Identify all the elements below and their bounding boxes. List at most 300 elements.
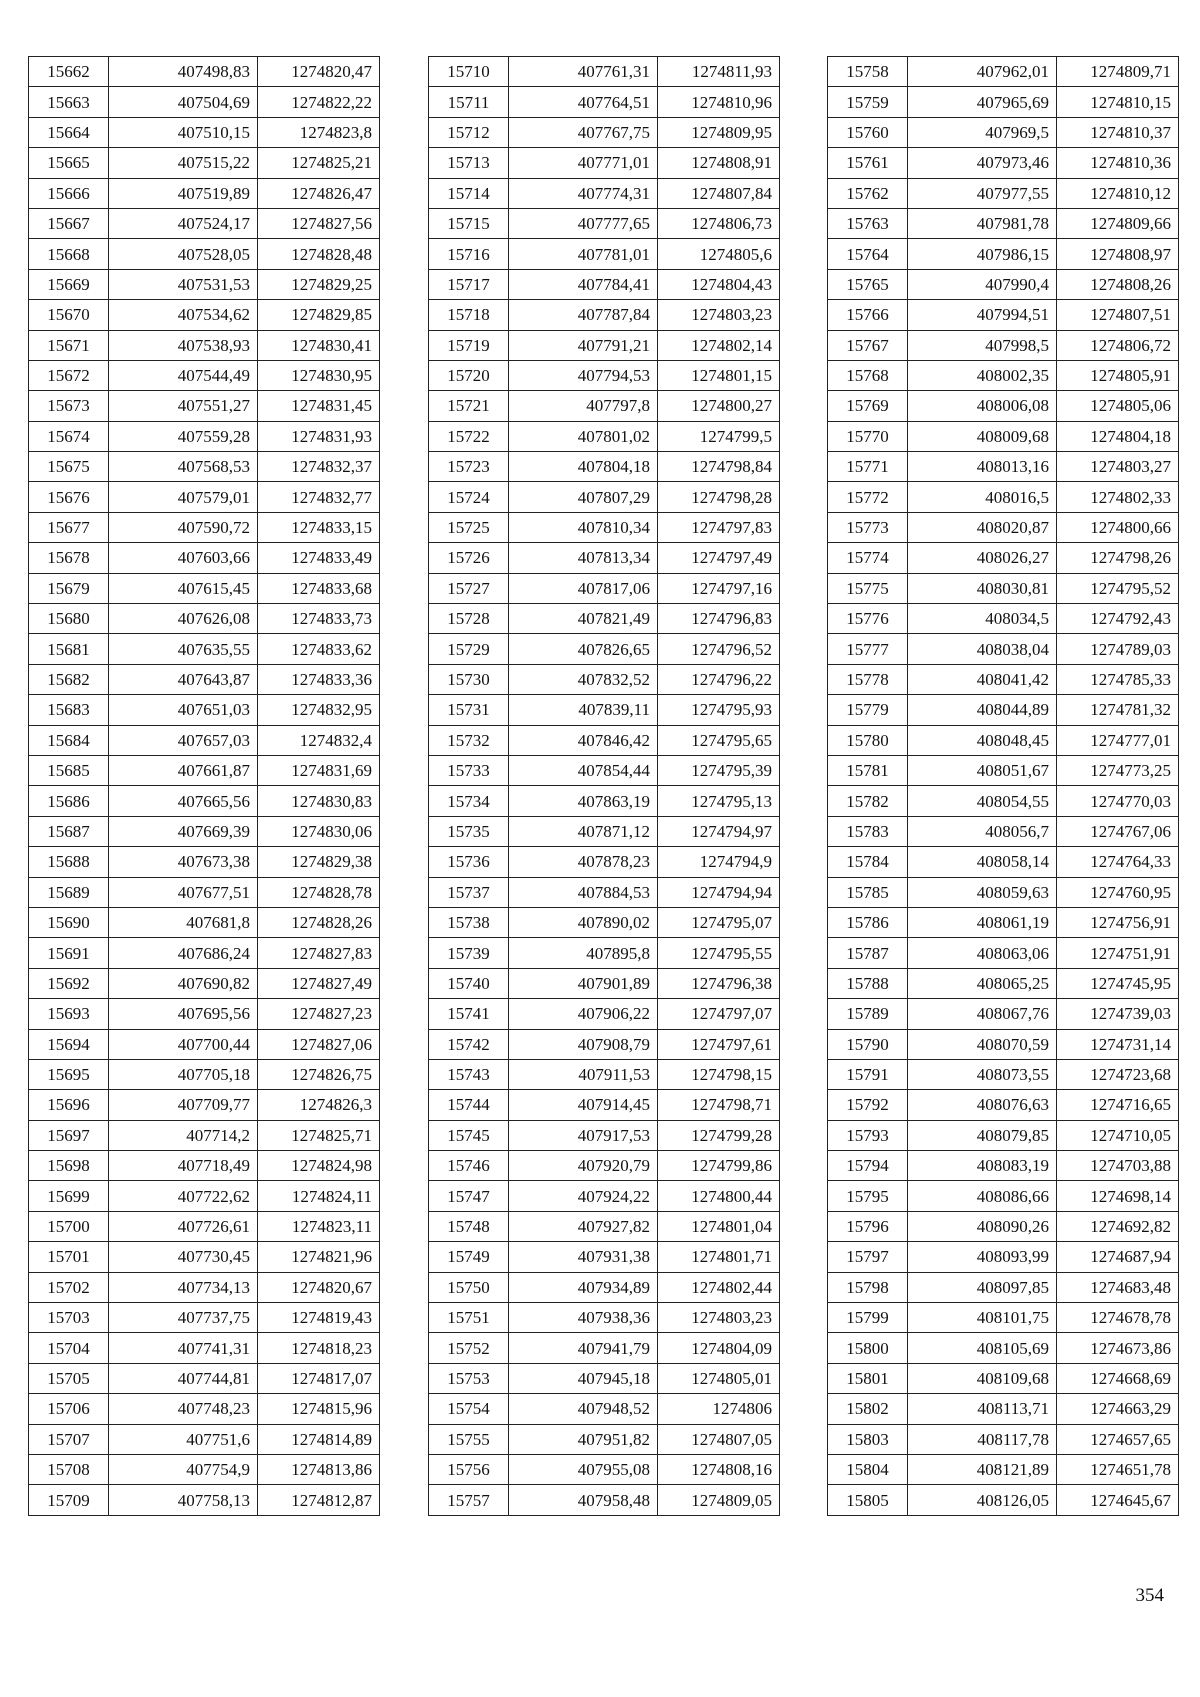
table-row [828, 543, 1179, 573]
point-number-cell: 15780 [828, 725, 908, 755]
y-coordinate-cell: 1274807,51 [1057, 300, 1179, 330]
y-coordinate-cell: 1274833,68 [258, 573, 380, 603]
coordinate-table-2 [428, 56, 780, 1516]
y-coordinate-cell: 1274798,71 [658, 1090, 780, 1120]
y-coordinate-cell: 1274798,15 [658, 1059, 780, 1089]
y-coordinate-cell: 1274800,27 [658, 391, 780, 421]
table-row [828, 877, 1179, 907]
point-number-cell: 15708 [29, 1454, 109, 1484]
table-row [828, 57, 1179, 87]
x-coordinate-cell: 407901,89 [509, 968, 658, 998]
table-row [29, 1090, 380, 1120]
y-coordinate-cell: 1274799,5 [658, 421, 780, 451]
x-coordinate-cell: 407737,75 [109, 1303, 258, 1333]
y-coordinate-cell: 1274770,03 [1057, 786, 1179, 816]
table-row [29, 391, 380, 421]
point-number-cell: 15681 [29, 634, 109, 664]
table-row [828, 148, 1179, 178]
table-row [828, 1454, 1179, 1484]
x-coordinate-cell: 407791,21 [509, 330, 658, 360]
point-number-cell: 15724 [429, 482, 509, 512]
x-coordinate-cell: 407986,15 [908, 239, 1057, 269]
x-coordinate-cell: 407726,61 [109, 1211, 258, 1241]
table-row [29, 452, 380, 482]
x-coordinate-cell: 407534,62 [109, 300, 258, 330]
y-coordinate-cell: 1274795,52 [1057, 573, 1179, 603]
table-row [828, 1485, 1179, 1515]
table-row [828, 1029, 1179, 1059]
point-number-cell: 15726 [429, 543, 509, 573]
page-number: 354 [1135, 1585, 1164, 1606]
y-coordinate-cell: 1274833,15 [258, 512, 380, 542]
y-coordinate-cell: 1274801,15 [658, 360, 780, 390]
x-coordinate-cell: 407764,51 [509, 87, 658, 117]
table-row [828, 604, 1179, 634]
table-row [29, 999, 380, 1029]
y-coordinate-cell: 1274809,71 [1057, 57, 1179, 87]
table-row [828, 968, 1179, 998]
y-coordinate-cell: 1274826,47 [258, 178, 380, 208]
x-coordinate-cell: 407854,44 [509, 755, 658, 785]
point-number-cell: 15662 [29, 57, 109, 87]
point-number-cell: 15789 [828, 999, 908, 1029]
table-row [429, 239, 780, 269]
y-coordinate-cell: 1274795,07 [658, 907, 780, 937]
table-row [429, 634, 780, 664]
point-number-cell: 15736 [429, 847, 509, 877]
y-coordinate-cell: 1274756,91 [1057, 907, 1179, 937]
y-coordinate-cell: 1274794,9 [658, 847, 780, 877]
x-coordinate-cell: 407615,45 [109, 573, 258, 603]
x-coordinate-cell: 408048,45 [908, 725, 1057, 755]
table-row [828, 239, 1179, 269]
x-coordinate-cell: 407955,08 [509, 1454, 658, 1484]
y-coordinate-cell: 1274802,14 [658, 330, 780, 360]
y-coordinate-cell: 1274687,94 [1057, 1242, 1179, 1272]
y-coordinate-cell: 1274716,65 [1057, 1090, 1179, 1120]
point-number-cell: 15772 [828, 482, 908, 512]
table-row [828, 999, 1179, 1029]
y-coordinate-cell: 1274829,85 [258, 300, 380, 330]
y-coordinate-cell: 1274831,93 [258, 421, 380, 451]
y-coordinate-cell: 1274792,43 [1057, 604, 1179, 634]
x-coordinate-cell: 408056,7 [908, 816, 1057, 846]
table-row [828, 421, 1179, 451]
point-number-cell: 15775 [828, 573, 908, 603]
point-number-cell: 15743 [429, 1059, 509, 1089]
y-coordinate-cell: 1274808,26 [1057, 269, 1179, 299]
y-coordinate-cell: 1274807,84 [658, 178, 780, 208]
x-coordinate-cell: 408006,08 [908, 391, 1057, 421]
table-row [429, 482, 780, 512]
table-row [29, 421, 380, 451]
table-row [29, 664, 380, 694]
x-coordinate-cell: 408065,25 [908, 968, 1057, 998]
x-coordinate-cell: 407994,51 [908, 300, 1057, 330]
point-number-cell: 15695 [29, 1059, 109, 1089]
table-row [429, 117, 780, 147]
x-coordinate-cell: 407934,89 [509, 1272, 658, 1302]
y-coordinate-cell: 1274795,55 [658, 938, 780, 968]
x-coordinate-cell: 407832,52 [509, 664, 658, 694]
table-row [828, 725, 1179, 755]
x-coordinate-cell: 407945,18 [509, 1363, 658, 1393]
y-coordinate-cell: 1274773,25 [1057, 755, 1179, 785]
y-coordinate-cell: 1274811,93 [658, 57, 780, 87]
point-number-cell: 15757 [429, 1485, 509, 1515]
y-coordinate-cell: 1274817,07 [258, 1363, 380, 1393]
y-coordinate-cell: 1274777,01 [1057, 725, 1179, 755]
y-coordinate-cell: 1274795,93 [658, 695, 780, 725]
x-coordinate-cell: 407911,53 [509, 1059, 658, 1089]
point-number-cell: 15699 [29, 1181, 109, 1211]
table-row [429, 300, 780, 330]
point-number-cell: 15792 [828, 1090, 908, 1120]
y-coordinate-cell: 1274832,95 [258, 695, 380, 725]
x-coordinate-cell: 407590,72 [109, 512, 258, 542]
x-coordinate-cell: 407941,79 [509, 1333, 658, 1363]
point-number-cell: 15786 [828, 907, 908, 937]
table-row [29, 482, 380, 512]
point-number-cell: 15759 [828, 87, 908, 117]
point-number-cell: 15693 [29, 999, 109, 1029]
table-row [29, 847, 380, 877]
point-number-cell: 15800 [828, 1333, 908, 1363]
y-coordinate-cell: 1274803,27 [1057, 452, 1179, 482]
x-coordinate-cell: 407531,53 [109, 269, 258, 299]
x-coordinate-cell: 408067,76 [908, 999, 1057, 1029]
point-number-cell: 15791 [828, 1059, 908, 1089]
x-coordinate-cell: 407510,15 [109, 117, 258, 147]
x-coordinate-cell: 407962,01 [908, 57, 1057, 87]
point-number-cell: 15799 [828, 1303, 908, 1333]
point-number-cell: 15682 [29, 664, 109, 694]
y-coordinate-cell: 1274663,29 [1057, 1394, 1179, 1424]
y-coordinate-cell: 1274794,94 [658, 877, 780, 907]
table-row [29, 1363, 380, 1393]
table-row [828, 1151, 1179, 1181]
y-coordinate-cell: 1274818,23 [258, 1333, 380, 1363]
x-coordinate-cell: 407686,24 [109, 938, 258, 968]
x-coordinate-cell: 407741,31 [109, 1333, 258, 1363]
x-coordinate-cell: 407787,84 [509, 300, 658, 330]
table-row [828, 1424, 1179, 1454]
table-row [429, 1424, 780, 1454]
y-coordinate-cell: 1274802,44 [658, 1272, 780, 1302]
table-row [429, 1151, 780, 1181]
table-row [29, 1303, 380, 1333]
table-row [828, 512, 1179, 542]
point-number-cell: 15689 [29, 877, 109, 907]
x-coordinate-cell: 408097,85 [908, 1272, 1057, 1302]
point-number-cell: 15711 [429, 87, 509, 117]
point-number-cell: 15704 [29, 1333, 109, 1363]
table-row [29, 1394, 380, 1424]
point-number-cell: 15782 [828, 786, 908, 816]
point-number-cell: 15667 [29, 208, 109, 238]
x-coordinate-cell: 407718,49 [109, 1151, 258, 1181]
table-row [29, 178, 380, 208]
x-coordinate-cell: 407498,83 [109, 57, 258, 87]
y-coordinate-cell: 1274832,4 [258, 725, 380, 755]
x-coordinate-cell: 407524,17 [109, 208, 258, 238]
x-coordinate-cell: 408073,55 [908, 1059, 1057, 1089]
x-coordinate-cell: 408059,63 [908, 877, 1057, 907]
point-number-cell: 15718 [429, 300, 509, 330]
x-coordinate-cell: 407761,31 [509, 57, 658, 87]
point-number-cell: 15796 [828, 1211, 908, 1241]
x-coordinate-cell: 407895,8 [509, 938, 658, 968]
y-coordinate-cell: 1274833,62 [258, 634, 380, 664]
table-row [29, 968, 380, 998]
table-row [429, 938, 780, 968]
x-coordinate-cell: 407846,42 [509, 725, 658, 755]
y-coordinate-cell: 1274645,67 [1057, 1485, 1179, 1515]
y-coordinate-cell: 1274829,38 [258, 847, 380, 877]
y-coordinate-cell: 1274820,47 [258, 57, 380, 87]
x-coordinate-cell: 407519,89 [109, 178, 258, 208]
point-number-cell: 15774 [828, 543, 908, 573]
point-number-cell: 15709 [29, 1485, 109, 1515]
x-coordinate-cell: 408105,69 [908, 1333, 1057, 1363]
point-number-cell: 15680 [29, 604, 109, 634]
table-row [29, 543, 380, 573]
y-coordinate-cell: 1274827,83 [258, 938, 380, 968]
point-number-cell: 15687 [29, 816, 109, 846]
point-number-cell: 15683 [29, 695, 109, 725]
table-row [429, 421, 780, 451]
table-row [828, 664, 1179, 694]
table-row [29, 208, 380, 238]
point-number-cell: 15753 [429, 1363, 509, 1393]
table-row [29, 117, 380, 147]
x-coordinate-cell: 407681,8 [109, 907, 258, 937]
table-row [429, 1090, 780, 1120]
table-row [29, 634, 380, 664]
point-number-cell: 15712 [429, 117, 509, 147]
x-coordinate-cell: 408061,19 [908, 907, 1057, 937]
table-row [429, 178, 780, 208]
y-coordinate-cell: 1274801,71 [658, 1242, 780, 1272]
y-coordinate-cell: 1274833,36 [258, 664, 380, 694]
point-number-cell: 15716 [429, 239, 509, 269]
table-row [828, 482, 1179, 512]
x-coordinate-cell: 408026,27 [908, 543, 1057, 573]
y-coordinate-cell: 1274808,16 [658, 1454, 780, 1484]
point-number-cell: 15717 [429, 269, 509, 299]
point-number-cell: 15740 [429, 968, 509, 998]
table-row [429, 269, 780, 299]
y-coordinate-cell: 1274809,05 [658, 1485, 780, 1515]
point-number-cell: 15805 [828, 1485, 908, 1515]
point-number-cell: 15694 [29, 1029, 109, 1059]
point-number-cell: 15673 [29, 391, 109, 421]
point-number-cell: 15761 [828, 148, 908, 178]
x-coordinate-cell: 408113,71 [908, 1394, 1057, 1424]
point-number-cell: 15758 [828, 57, 908, 87]
point-number-cell: 15732 [429, 725, 509, 755]
point-number-cell: 15746 [429, 1151, 509, 1181]
point-number-cell: 15763 [828, 208, 908, 238]
point-number-cell: 15769 [828, 391, 908, 421]
x-coordinate-cell: 408090,26 [908, 1211, 1057, 1241]
x-coordinate-cell: 408041,42 [908, 664, 1057, 694]
x-coordinate-cell: 407528,05 [109, 239, 258, 269]
y-coordinate-cell: 1274805,91 [1057, 360, 1179, 390]
y-coordinate-cell: 1274804,09 [658, 1333, 780, 1363]
y-coordinate-cell: 1274808,91 [658, 148, 780, 178]
y-coordinate-cell: 1274710,05 [1057, 1120, 1179, 1150]
table-row [429, 1059, 780, 1089]
point-number-cell: 15686 [29, 786, 109, 816]
y-coordinate-cell: 1274830,83 [258, 786, 380, 816]
table-row [828, 1394, 1179, 1424]
point-number-cell: 15703 [29, 1303, 109, 1333]
x-coordinate-cell: 407794,53 [509, 360, 658, 390]
table-row [29, 1151, 380, 1181]
x-coordinate-cell: 408034,5 [908, 604, 1057, 634]
y-coordinate-cell: 1274657,65 [1057, 1424, 1179, 1454]
x-coordinate-cell: 407677,51 [109, 877, 258, 907]
y-coordinate-cell: 1274797,83 [658, 512, 780, 542]
coordinate-table-1 [28, 56, 380, 1516]
y-coordinate-cell: 1274800,66 [1057, 512, 1179, 542]
x-coordinate-cell: 407579,01 [109, 482, 258, 512]
table-row [828, 1120, 1179, 1150]
y-coordinate-cell: 1274797,16 [658, 573, 780, 603]
y-coordinate-cell: 1274805,06 [1057, 391, 1179, 421]
x-coordinate-cell: 407924,22 [509, 1181, 658, 1211]
table-row [429, 1485, 780, 1515]
point-number-cell: 15719 [429, 330, 509, 360]
table-row [29, 512, 380, 542]
point-number-cell: 15767 [828, 330, 908, 360]
table-row [429, 755, 780, 785]
y-coordinate-cell: 1274692,82 [1057, 1211, 1179, 1241]
y-coordinate-cell: 1274781,32 [1057, 695, 1179, 725]
table-row [429, 847, 780, 877]
x-coordinate-cell: 407767,75 [509, 117, 658, 147]
point-number-cell: 15788 [828, 968, 908, 998]
point-number-cell: 15790 [828, 1029, 908, 1059]
y-coordinate-cell: 1274798,26 [1057, 543, 1179, 573]
x-coordinate-cell: 407669,39 [109, 816, 258, 846]
point-number-cell: 15797 [828, 1242, 908, 1272]
y-coordinate-cell: 1274739,03 [1057, 999, 1179, 1029]
point-number-cell: 15741 [429, 999, 509, 1029]
point-number-cell: 15666 [29, 178, 109, 208]
table-row [828, 1363, 1179, 1393]
point-number-cell: 15707 [29, 1424, 109, 1454]
x-coordinate-cell: 407917,53 [509, 1120, 658, 1150]
point-number-cell: 15715 [429, 208, 509, 238]
table-row [828, 1303, 1179, 1333]
table-row [29, 725, 380, 755]
table-row [29, 57, 380, 87]
x-coordinate-cell: 408076,63 [908, 1090, 1057, 1120]
table-row [429, 573, 780, 603]
point-number-cell: 15738 [429, 907, 509, 937]
point-number-cell: 15727 [429, 573, 509, 603]
table-row [29, 1485, 380, 1515]
x-coordinate-cell: 408044,89 [908, 695, 1057, 725]
x-coordinate-cell: 407754,9 [109, 1454, 258, 1484]
x-coordinate-cell: 407998,5 [908, 330, 1057, 360]
y-coordinate-cell: 1274723,68 [1057, 1059, 1179, 1089]
x-coordinate-cell: 407673,38 [109, 847, 258, 877]
point-number-cell: 15755 [429, 1424, 509, 1454]
y-coordinate-cell: 1274806,72 [1057, 330, 1179, 360]
point-number-cell: 15803 [828, 1424, 908, 1454]
x-coordinate-cell: 407744,81 [109, 1363, 258, 1393]
point-number-cell: 15768 [828, 360, 908, 390]
y-coordinate-cell: 1274795,65 [658, 725, 780, 755]
x-coordinate-cell: 408101,75 [908, 1303, 1057, 1333]
point-number-cell: 15700 [29, 1211, 109, 1241]
table-row [29, 604, 380, 634]
table-row [429, 1394, 780, 1424]
point-number-cell: 15671 [29, 330, 109, 360]
y-coordinate-cell: 1274795,39 [658, 755, 780, 785]
point-number-cell: 15735 [429, 816, 509, 846]
y-coordinate-cell: 1274703,88 [1057, 1151, 1179, 1181]
point-number-cell: 15737 [429, 877, 509, 907]
point-number-cell: 15762 [828, 178, 908, 208]
point-number-cell: 15701 [29, 1242, 109, 1272]
y-coordinate-cell: 1274824,11 [258, 1181, 380, 1211]
x-coordinate-cell: 408121,89 [908, 1454, 1057, 1484]
x-coordinate-cell: 408058,14 [908, 847, 1057, 877]
table-row [828, 330, 1179, 360]
x-coordinate-cell: 408093,99 [908, 1242, 1057, 1272]
table-row [29, 1029, 380, 1059]
x-coordinate-cell: 407927,82 [509, 1211, 658, 1241]
table-row [828, 938, 1179, 968]
table-row [29, 786, 380, 816]
y-coordinate-cell: 1274794,97 [658, 816, 780, 846]
x-coordinate-cell: 408030,81 [908, 573, 1057, 603]
point-number-cell: 15739 [429, 938, 509, 968]
x-coordinate-cell: 407748,23 [109, 1394, 258, 1424]
y-coordinate-cell: 1274824,98 [258, 1151, 380, 1181]
x-coordinate-cell: 407651,03 [109, 695, 258, 725]
x-coordinate-cell: 407878,23 [509, 847, 658, 877]
table-row [29, 300, 380, 330]
x-coordinate-cell: 408079,85 [908, 1120, 1057, 1150]
y-coordinate-cell: 1274827,49 [258, 968, 380, 998]
table-row [828, 634, 1179, 664]
table-row [429, 1454, 780, 1484]
x-coordinate-cell: 407657,03 [109, 725, 258, 755]
x-coordinate-cell: 407626,08 [109, 604, 258, 634]
x-coordinate-cell: 407722,62 [109, 1181, 258, 1211]
point-number-cell: 15742 [429, 1029, 509, 1059]
x-coordinate-cell: 407709,77 [109, 1090, 258, 1120]
x-coordinate-cell: 407797,8 [509, 391, 658, 421]
point-number-cell: 15679 [29, 573, 109, 603]
y-coordinate-cell: 1274683,48 [1057, 1272, 1179, 1302]
point-number-cell: 15684 [29, 725, 109, 755]
point-number-cell: 15720 [429, 360, 509, 390]
table-row [429, 512, 780, 542]
x-coordinate-cell: 407890,02 [509, 907, 658, 937]
y-coordinate-cell: 1274797,49 [658, 543, 780, 573]
point-number-cell: 15714 [429, 178, 509, 208]
point-number-cell: 15690 [29, 907, 109, 937]
y-coordinate-cell: 1274831,45 [258, 391, 380, 421]
x-coordinate-cell: 407801,02 [509, 421, 658, 451]
x-coordinate-cell: 407914,45 [509, 1090, 658, 1120]
